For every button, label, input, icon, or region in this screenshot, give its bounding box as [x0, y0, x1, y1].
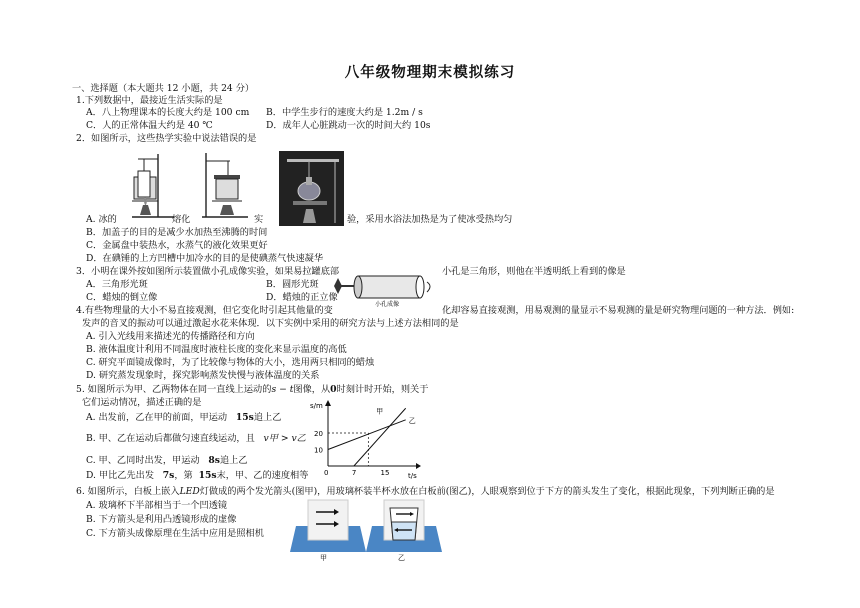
- question-2-option-a-part: 熔化: [172, 214, 191, 225]
- s-t-graph: [308, 398, 426, 482]
- whiteboard-glass-figure-b: [366, 496, 442, 562]
- led-symbol: LED: [179, 486, 200, 497]
- question-4-option-c: C. 研究平面镜成像时，为了比较像与物体的大小，选用两只相同的蜡烛: [86, 357, 375, 368]
- question-2-stem: 2．如图所示，这些热学实验中说法错误的是: [76, 133, 257, 144]
- question-1-option-c: C．人的正常体温大约是 40 ℃: [86, 120, 213, 131]
- question-6-stem: 6. 如图所示，白板上嵌入LED灯做成的两个发光箭头(图甲)，用玻璃杯装半杯水放在白板前(图乙)，人眼观察到位于下方的箭头发生了变化，根据此现象，下列判断正确的是: [76, 486, 775, 497]
- question-5-option-a: A. 出发前，乙在甲的前面，甲运动 15s追上乙: [86, 412, 282, 423]
- y-tick-label: 10: [314, 446, 323, 455]
- x-tick-label: 15: [380, 469, 390, 477]
- question-4-stem-line-2: 发声的音叉的振动可以通过激起水花来体现．以下实例中采用的研究方法与上述方法相同的是: [82, 318, 459, 329]
- question-4-stem-continued: 化却容易直接观测，用易观测的量显示不易观测的量是研究物理问题的一种方法．例如:: [442, 305, 795, 316]
- y-axis-label: s/m: [310, 402, 323, 410]
- question-6-option-b: B. 下方箭头是利用凸透镜形成的虚像: [86, 514, 237, 525]
- question-5-option-c: C. 甲、乙同时出发，甲运动 8s追上乙: [86, 455, 248, 466]
- question-2-option-c: C．金属盘中装热水，水蒸气的液化效果更好: [86, 240, 268, 251]
- iodine-hammer-photo: [279, 151, 344, 226]
- question-6-option-a: A. 玻璃杯下半部相当于一个凹透镜: [86, 500, 228, 511]
- question-1-option-b: B．中学生步行的速度大约是 1.2m / s: [266, 107, 423, 118]
- y-tick-label: 20: [314, 430, 323, 438]
- question-3-option-b: B．圆形光斑: [266, 279, 319, 290]
- question-2-option-a-part-2: 实: [254, 214, 264, 225]
- pinhole-camera-figure: [330, 268, 440, 308]
- question-3-option-d: D．蜡烛的正立像: [266, 292, 338, 303]
- section-heading: 一、选择题（本大题共 12 小题，共 24 分）: [72, 83, 255, 94]
- x-axis-arrow: [416, 463, 421, 469]
- question-3-stem-continued: 小孔是三角形，则他在半透明纸上看到的像是: [442, 266, 626, 277]
- question-4-option-d: D. 研究蒸发现象时，探究影响蒸发快慢与液体温度的关系: [86, 370, 320, 381]
- question-4-option-b: B. 液体温度计利用不同温度时液柱长度的变化来显示温度的高低: [86, 344, 347, 355]
- question-4-option-a: A. 引入光线用来描述光的传播路径和方向: [86, 331, 255, 342]
- boiling-water-apparatus-figure: [200, 151, 252, 223]
- x-tick-label: 7: [351, 469, 357, 477]
- ice-melting-apparatus-figure: [118, 151, 180, 223]
- whiteboard-arrows-figure-a: [290, 496, 366, 562]
- question-5-stem: 5. 如图所示为甲、乙两物体在同一直线上运动的s − t图像，从0时刻计时开始，则关于: [76, 384, 429, 395]
- figure-a-label: 甲: [320, 554, 327, 562]
- question-3-option-a: A．三角形光斑: [86, 279, 148, 290]
- question-3-stem: 3．小明在课外按如图所示装置做小孔成像实验，如果易拉罐底部: [76, 266, 340, 277]
- zero-symbol: 0: [330, 384, 337, 395]
- question-5-option-d: D. 甲比乙先出发 7s，第 15s末，甲、乙的速度相等: [86, 470, 309, 481]
- question-2-option-a-suffix: 验，采用水浴法加热是为了使冰受热均匀: [347, 214, 513, 225]
- st-symbol: s − t: [271, 384, 294, 395]
- question-3-option-c: C．蜡烛的倒立像: [86, 292, 158, 303]
- series-label-yi: 乙: [408, 416, 416, 425]
- figure-b-label: 乙: [398, 554, 405, 562]
- question-2-option-a-prefix: A. 冰的: [86, 214, 117, 225]
- x-axis-label: t/s: [408, 472, 417, 480]
- question-6-option-c: C. 下方箭头成像原理在生活中应用是照相机: [86, 528, 264, 539]
- x-tick-label: 0: [324, 469, 329, 477]
- question-5-option-b: B. 甲、乙在运动后都做匀速直线运动，且 v甲 > v乙: [86, 433, 306, 444]
- question-1-option-d: D．成年人心脏跳动一次的时间大约 10s: [266, 120, 431, 131]
- pinhole-figure-label: 小孔成像: [375, 301, 400, 308]
- question-2-option-b: B．加盖子的目的是减少水加热至沸腾的时间: [86, 227, 268, 238]
- question-1-stem: 1.下列数据中，最接近生活实际的是: [76, 95, 223, 106]
- page-title: 八年级物理期末模拟练习: [344, 64, 516, 81]
- y-axis-arrow: [325, 400, 331, 406]
- question-4-stem: 4.有些物理量的大小不易直接观测，但它变化时引起其他量的变: [76, 305, 333, 316]
- series-line-2: [328, 420, 406, 450]
- question-1-option-a: A．八上物理课本的长度大约是 100 cm: [86, 107, 250, 118]
- question-2-option-d: D．在碘锤的上方凹槽中加冷水的目的是使碘蒸气快速凝华: [86, 253, 324, 264]
- series-label-jia: 甲: [376, 407, 384, 416]
- question-5-stem-line-2: 它们运动情况，描述正确的是: [82, 397, 202, 408]
